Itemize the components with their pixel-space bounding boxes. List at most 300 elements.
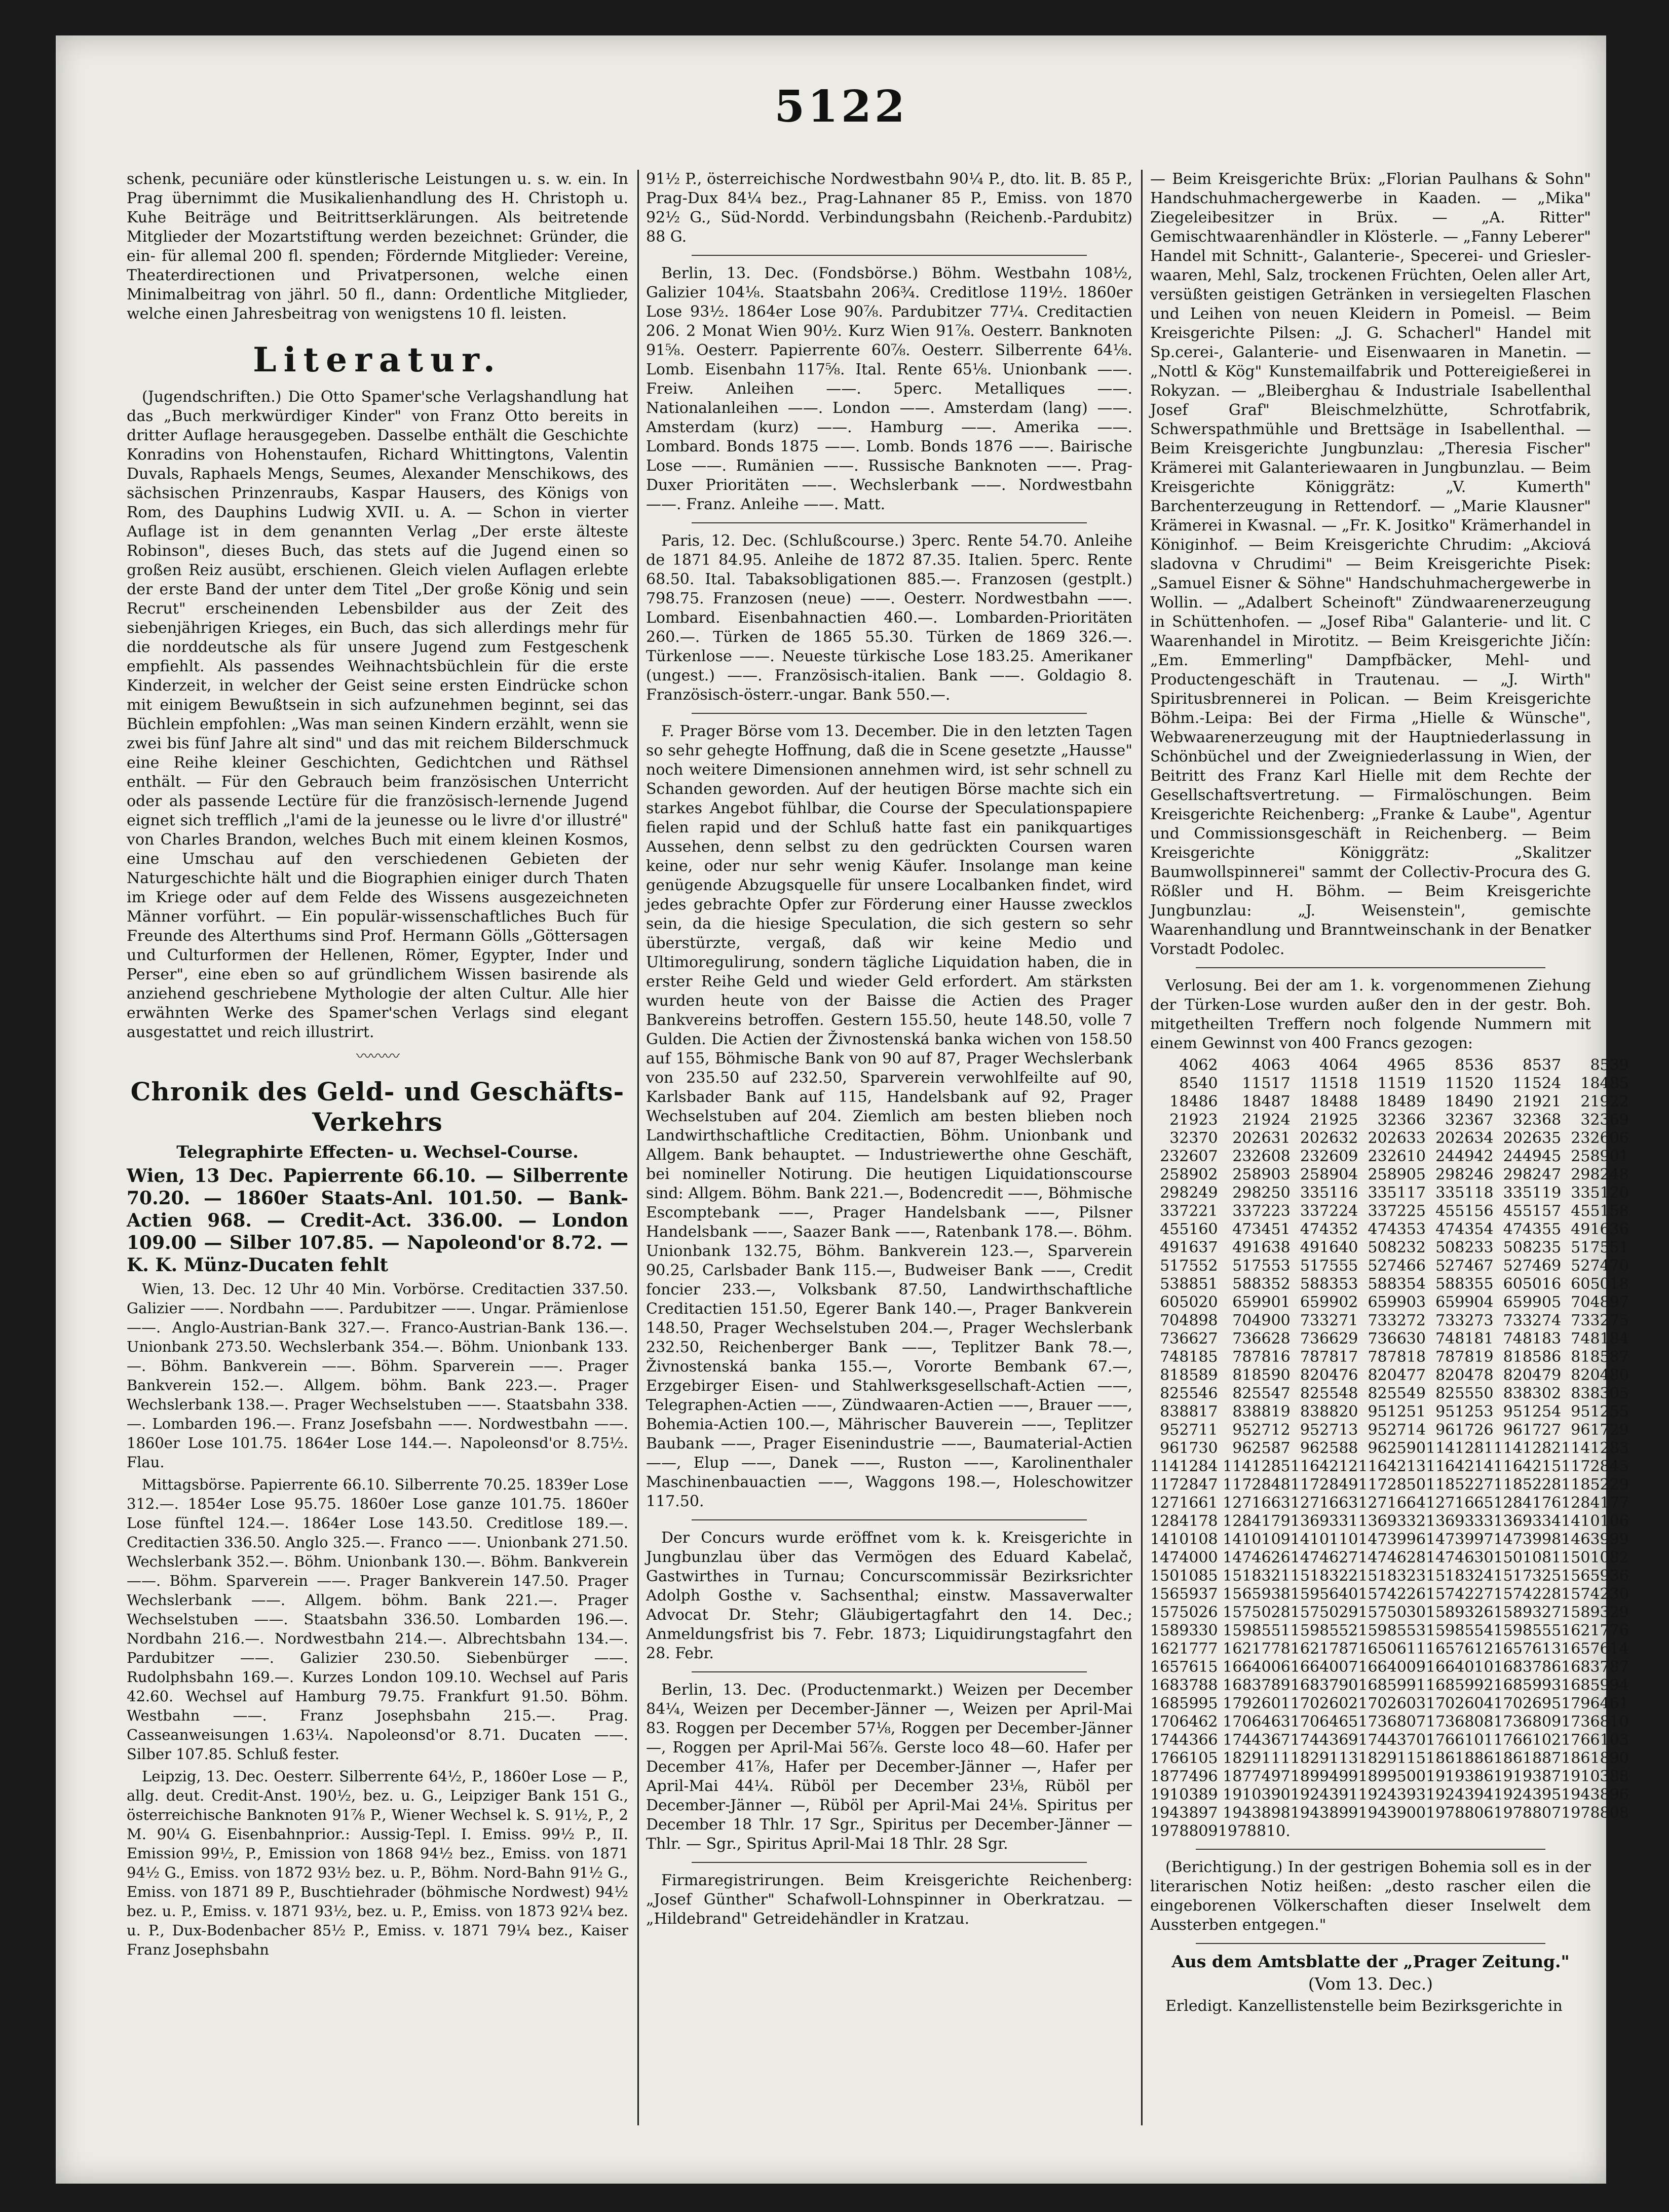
lottery-number: 1744366 xyxy=(1150,1731,1218,1749)
lottery-number: 258902 xyxy=(1160,1166,1218,1184)
lottery-number: 605020 xyxy=(1160,1293,1218,1311)
chronik-heading: Chronik des Geld- und Geschäfts-Verkehrs xyxy=(130,1077,625,1137)
leipzig-continued-text: 91½ P., österreichische Nordwestbahn 90¼ P., dto. lit. B. 85 P., Prag-Dux 84¼ bez., Prag-Lahnaner 85 P., Emiss. von 1870 92½ G., Süd-Nordd. Verbindungsbahn (Reichenb.-Pardubitz) 88 G. xyxy=(646,170,1132,246)
lottery-number: 1766105 xyxy=(1150,1749,1218,1767)
lottery-number: 1185229 xyxy=(1561,1476,1629,1494)
lottery-number: 508235 xyxy=(1503,1239,1562,1256)
numbers-row xyxy=(1150,1129,1629,1148)
numbers-row xyxy=(1150,1257,1629,1275)
berlin-fondsboerse-text: Berlin, 13. Dec. (Fondsbörse.) Böhm. Westbahn 108½, Galizier 104⅛. Staatsbahn 206¾. Creditlose 119½. 1860er Lose 93½. 1864er Lose 90⅞. Pardubitzer 77¼. Creditactien 206. 2 Monat Wien 90½. Kurz Wien 91⅞. Oesterr. Banknoten 91⅝. Oesterr. Papierrente 60⅞. Oesterr. Silberrente 64⅛. Lomb. Eisenbahn 117⅝. Ital. Rente 65⅛. Unionbank ——. Freiw. Anleihen ——. 5perc. Metalliques ——. Nationalanleihen ——. London ——. Amsterdam (lang) ——. Amsterdam (kurz) ——. Hamburg ——. Amerika ——. Lombard. Bonds 1875 ——. Lomb. Bonds 1876 ——. Bairische Lose ——. Rumänien ——. Russische Banknoten ——. Prag-Duxer Prioritäten ——. Wechslerbank ——. Nordwestbahn ——. Franz. Anleihe ——. Matt. xyxy=(646,264,1132,513)
lottery-number: 1565937 xyxy=(1150,1585,1218,1603)
numbers-row xyxy=(1150,1439,1629,1458)
lottery-number: 588354 xyxy=(1368,1275,1426,1293)
lottery-number: 1702604 xyxy=(1425,1695,1494,1712)
lottery-number: 1164212 xyxy=(1290,1458,1358,1475)
lottery-number: 244945 xyxy=(1503,1148,1562,1165)
lottery-number: 1473997 xyxy=(1425,1531,1494,1548)
lottery-number: 1910389 xyxy=(1150,1786,1218,1804)
numbers-row xyxy=(1150,1494,1629,1512)
wien-vorboerse-text: Wien, 13. Dec. 12 Uhr 40 Min. Vorbörse. Creditactien 337.50. Galizier ——. Nordbahn ——. Pardubitzer ——. Ungar. Prämienlose ——. Anglo-Austrian-Bank 327.—. Franco-Austrian-Bank 136.—. Unionbank 273.50. Wechslerbank 354.—. Böhm. Unionbank 133.—. Böhm. Bankverein ——. Böhm. Sparverein ——. Prager Bankverein 152.—. Allgem. böhm. Bank 223.—. Prager Wechslerbank 138.—. Prager Wechselstuben ——. Staatsbahn 338.—. Lombarden 196.—. Franz Josefsbahn ——. Nordwestbahn ——. 1860er Lose 101.75. 1864er Lose 144.—. Napoleonsd'or 8.75½. Flau. xyxy=(127,1280,628,1471)
lottery-number: 298247 xyxy=(1503,1166,1562,1184)
numbers-row xyxy=(1150,1056,1629,1075)
separator xyxy=(692,522,1087,523)
wien-telegraph-text: Wien, 13 Dec. Papierrente 66.10. — Silberrente 70.20. — 1860er Staats-Anl. 101.50. — Bank-Actien 968. — Credit-Act. 336.00. — London 109.00 — Silber 107.85. — Napoleond'or 8.72. — K. K. Münz-Ducaten fehlt xyxy=(127,1165,628,1276)
lottery-number: 838817 xyxy=(1160,1403,1218,1421)
lottery-number: 473451 xyxy=(1232,1221,1291,1238)
lottery-number: 1829113 xyxy=(1290,1749,1358,1767)
lottery-number: 258903 xyxy=(1232,1166,1291,1184)
column-rule xyxy=(1141,170,1143,2125)
lottery-number: 337223 xyxy=(1232,1202,1291,1220)
lottery-number: 605016 xyxy=(1503,1275,1562,1293)
lottery-number: 1685991 xyxy=(1358,1676,1426,1694)
lottery-number: 4062 xyxy=(1179,1056,1218,1074)
numbers-row xyxy=(1150,1293,1629,1312)
lottery-number: 11520 xyxy=(1445,1075,1494,1092)
lottery-number: 335120 xyxy=(1571,1184,1629,1202)
lottery-number: 337224 xyxy=(1300,1202,1358,1220)
lottery-number: 961726 xyxy=(1435,1421,1494,1439)
lottery-number: 1369332 xyxy=(1358,1512,1426,1530)
berichtigung-text: (Berichtigung.) In der gestrigen Bohemia soll es in der literarischen Notiz heißen: „desto rascher eilen die eingeborenen Völkerschaften dieser Inselwelt dem Aussterben entgegen." xyxy=(1150,1858,1591,1934)
numbers-row xyxy=(1150,1512,1629,1531)
lottery-number: 952714 xyxy=(1368,1421,1426,1439)
lottery-number: 748181 xyxy=(1435,1330,1494,1348)
lottery-number: 951251 xyxy=(1368,1403,1426,1421)
lottery-number: 298249 xyxy=(1160,1184,1218,1202)
lottery-number: 1598551 xyxy=(1223,1622,1291,1639)
lottery-number: 1172845 xyxy=(1561,1458,1629,1475)
lottery-number: 838819 xyxy=(1232,1403,1291,1421)
lottery-number: 202635 xyxy=(1503,1129,1562,1147)
lottery-number: 820477 xyxy=(1368,1366,1426,1384)
lottery-number: 18485 xyxy=(1580,1075,1629,1092)
lottery-number: 202631 xyxy=(1232,1129,1291,1147)
lottery-number: 298250 xyxy=(1232,1184,1291,1202)
lottery-number: 951253 xyxy=(1435,1403,1494,1421)
lottery-number: 1650611 xyxy=(1358,1640,1426,1658)
lottery-number: 748185 xyxy=(1160,1348,1218,1366)
lottery-number: 1924395 xyxy=(1493,1786,1562,1804)
lottery-number: 1598553 xyxy=(1358,1622,1426,1639)
lottery-number: 1141283 xyxy=(1561,1439,1629,1457)
lottery-number: 1683789 xyxy=(1223,1676,1291,1694)
lottery-number: 4063 xyxy=(1251,1056,1291,1074)
lottery-number: 1271664 xyxy=(1358,1494,1426,1512)
lottery-number: 1924391 xyxy=(1290,1786,1358,1804)
separator: 〰〰〰 xyxy=(356,1048,399,1065)
lottery-number: 1575026 xyxy=(1150,1604,1218,1621)
lottery-number: 818590 xyxy=(1232,1366,1291,1384)
lottery-number: 1683787 xyxy=(1561,1658,1629,1676)
lottery-number: 298246 xyxy=(1435,1166,1494,1184)
lottery-number: 232606 xyxy=(1571,1129,1629,1147)
firmaregistrirungen-continued-text: — Beim Kreisgerichte Brüx: „Florian Paulhans & Sohn" Handschuhmachergewerbe in Kaaden. — „Mika" Ziegeleibesitzer in Brüx. — „A. Ritter" Gemischtwaarenhändler in Klösterle. — „Fanny Leberer" Handel mit Schnitt-, Galanterie-, Specerei- und Griesler-waaren, Mehl, Salz, trockenen Früchten, Oelen aller Art, versüßten geistigen Getränken in versiegelten Flaschen und Leihen von neuen Kleidern in Pomeisl. — Beim Kreisgerichte Pilsen: „J. G. Schacherl" Handel mit Sp.cerei-, Galanterie- und Eisenwaaren in Manetin. — „Nottl & Kög" Kunstemailfabrik und Pottereigießerei in Rokyzan. — „Bleiberghau & Industriale Isabellenthal Josef Graf" Bleischmelzhütte, Schrotfabrik, Schwerspathmühle und Brettsäge in Isabellenthal. — Beim Kreisgerichte Jungbunzlau: „Theresia Fischer" Krämerei mit Galanteriewaaren in Jungbunzlau. — Beim Kreisgerichte Königgrätz: „V. Kumerth" Barchenterzeugung in Rettendorf. — „Marie Klausner" Krämerei in Kwasnal. — „Fr. K. Jositko" Krämerhandel in Königinhof. — Beim Kreisgerichte Chrudim: „Akciová sladovna v Chrudimi" — Beim Kreisgerichte Pisek: „Samuel Eisner & Söhne" Handschuhmachergewerbe in Wollin. — „Adalbert Scheinoft" Zündwaarenerzeugung in Schüttenhofen. — „Josef Riba" Galanterie- und lit. C Waarenhandel in Mirotitz. — Beim Kreisgerichte Jičín: „Em. Emmerling" Dampfbäcker, Mehl- und Productengeschäft in Trautenau. — „J. Wirth" Spiritusbrennerei in Polican. — Beim Kreisgerichte Böhm.-Leipa: Bei der Firma „Hielle & Wünsche", Webwaarenerzeugung mit der Hauptniederlassung in Schönbüchel und der Zweigniederlassung in Wien, der Beitritt des Franz Karl Hielle mit dem Rechte der Gesellschaftsvertretung. — Firmalöschungen. Beim Kreisgerichte Reichenberg: „Franke & Laube", Agentur und Commissionsgeschäft in Reichenberg. — Beim Kreisgerichte Königgrätz: „Skalitzer Baumwollspinnerei" sammt der Collectiv-Procura des G. Rößler und H. Böhm. — Beim Kreisgerichte Jungbunzlau: „J. Weisenstein", gemischte Waarenhandlung und Branntweinschank in der Benatker Vorstadt Podolec. xyxy=(1150,170,1591,958)
lottery-number: 1474628 xyxy=(1358,1549,1426,1567)
numbers-row xyxy=(1150,1221,1629,1239)
literatur-text: (Jugendschriften.) Die Otto Spamer'sche Verlagshandlung hat das „Buch merkwürdiger Kinder" von Franz Otto bereits in dritter Auflage herausgegeben. Dasselbe enthält die Geschichte Konradins von Hohenstaufen, Richard Whittingtons, Valentin Duvals, Raphaels Mengs, Seumes, Alexander Menschikows, des sächsischen Prinzenraubs, Kaspar Hausers, des Königs von Rom, des Dauphins Ludwig XVII. u. A. — Schon in vierter Auflage ist in dem genannten Verlag „Der erste älteste Robinson", dieses Buch, das stets auf die Jugend einen so großen Reiz ausübt, erschienen. Gleich vielen Auflagen erlebte der erste Band der unter dem Titel „Der große König und sein Recrut" erscheinenden Lebensbilder aus der Zeit des siebenjährigen Krieges, ein Buch, das sich allerdings mehr für die norddeutsche als für unsere Jugend zum Festgeschenk empfiehlt. Als passendes Weihnachtsbüchlein für die erste Kinderzeit, in welcher der Geist seine ersten Eindrücke schon mit einigem Bewußtsein in sich aufzunehmen beginnt, sei das Büchlein empfohlen: „Was man seinen Kindern erzählt, wenn sie zwei bis fünf Jahre alt sind" und das mit reichem Bilderschmuck eine Reihe kleiner Geschichten, Gedichtchen und Räthsel enthält. — Für den Gebrauch beim französischen Unterricht oder als passende Lectüre für die französisch-lernende Jugend eignet sich trefflich „l'ami de la jeunesse ou le livre d'or illustré" von Charles Brandon, welches Buch mit einem kleinen Kosmos, eine Umschau auf den verschiedenen Gebieten der Naturgeschichte hält und die Biographien einiger durch Thaten im Kriege oder auf dem Felde des Wissens ausgezeichneten Männer vorführt. — Ein populär-wissenschaftliches Buch für Freunde des Alterthums sind Prof. Hermann Gölls „Göttersagen und Culturformen der Hellenen, Römer, Egypter, Inder und Perser", eine eben so auf gründlichem Wissen basirende als anziehend geschriebene Mythologie der alten Cultur. Alle hier erwähnten Werke des Spamer'schen Verlags sind elegant ausgestattet und reich illustrirt. xyxy=(127,388,628,1041)
lottery-number: 1766101 xyxy=(1425,1731,1494,1749)
lottery-number: 1978808 xyxy=(1561,1804,1629,1822)
lottery-number: 11517 xyxy=(1242,1075,1291,1092)
lottery-number: 1685994 xyxy=(1561,1676,1629,1694)
lottery-number: 1185227 xyxy=(1425,1476,1494,1494)
lottery-number: 659904 xyxy=(1435,1293,1494,1311)
lottery-number: 820478 xyxy=(1435,1366,1494,1384)
lottery-number: 527469 xyxy=(1503,1257,1562,1275)
lottery-number: 1574227 xyxy=(1425,1585,1494,1603)
lottery-number: 1829115 xyxy=(1358,1749,1426,1767)
lottery-number: 1565936 xyxy=(1561,1567,1629,1585)
lottery-number: 1706462 xyxy=(1150,1713,1218,1731)
lottery-number: 527470 xyxy=(1571,1257,1629,1275)
lottery-number: 1575030 xyxy=(1358,1604,1426,1621)
lottery-number: 1518321 xyxy=(1223,1567,1291,1585)
lottery-number: 1518323 xyxy=(1358,1567,1426,1585)
lottery-number: 825547 xyxy=(1232,1385,1291,1402)
lottery-number: 1164215 xyxy=(1493,1458,1562,1475)
lottery-number: 1664007 xyxy=(1290,1658,1358,1676)
lottery-number: 298248 xyxy=(1571,1166,1629,1184)
numbers-row xyxy=(1150,1640,1629,1658)
concurs-text: Der Concurs wurde eröffnet vom k. k. Kreisgerichte in Jungbunzlau über das Vermögen des Eduard Kabelač, Gastwirthes in Turnau; Concurscommissär Bezirksrichter Adolph Gosthe v. Sachsenthal; einstw. Massaverwalter Advocat Dr. Stehr; Gläubigertagfahrt den 14. Dec.; Anmeldungsfrist bis 7. Febr. 1873; Liquidirungstagfahrt den 28. Febr. xyxy=(646,1529,1132,1662)
lottery-number: 1284177 xyxy=(1561,1494,1629,1512)
lottery-number: 961727 xyxy=(1503,1421,1562,1439)
lottery-number: 258905 xyxy=(1368,1166,1426,1184)
lottery-number: 736627 xyxy=(1160,1330,1218,1348)
lottery-number: 455160 xyxy=(1160,1221,1218,1238)
lottery-number: 1683788 xyxy=(1150,1676,1218,1694)
lottery-number: 818586 xyxy=(1503,1348,1562,1366)
separator xyxy=(692,1671,1087,1672)
lottery-number: 474353 xyxy=(1368,1221,1426,1238)
lottery-number: 748183 xyxy=(1503,1330,1562,1348)
lottery-number: 1501082 xyxy=(1561,1549,1629,1567)
lottery-number: 820479 xyxy=(1503,1366,1562,1384)
lottery-number: 588352 xyxy=(1232,1275,1291,1293)
lottery-number: 1877496 xyxy=(1150,1768,1218,1785)
berlin-productenmarkt-text: Berlin, 13. Dec. (Productenmarkt.) Weizen per December 84¼, Weizen per December-Jänner —, Weizen per April-Mai 83. Roggen per December 57⅛, Roggen per December-Jänner —, Roggen per April-Mai 56⅞. Gerste loco 48—60. Hafer per December 41⅞, Hafer per December-Jänner —, Hafer per April-Mai 44¼. Rüböl per December 23⅛, Rüböl per December-Jänner —, Rüböl per April-Mai 24⅛. Spiritus per December 18 Thlr. 17 Sgr., Spiritus per December-Jänner — Thlr. — Sgr., Spiritus April-Mai 18 Thlr. 28 Sgr. xyxy=(646,1681,1132,1853)
lottery-number: 32367 xyxy=(1445,1111,1494,1129)
literatur-heading: Literatur. xyxy=(253,340,502,379)
newspaper-page xyxy=(56,35,1629,2184)
paris-text: Paris, 12. Dec. (Schlußcourse.) 3perc. Rente 54.70. Anleihe de 1871 84.95. Anleihe de 1872 87.35. Italien. 5perc. Rente 68.50. Ital. Tabaksobligationen 885.—. Franzosen (gestplt.) 798.75. Franzosen (neue) ——. Oesterr. Nordwestbahn ——. Lombard. Eisenbahnactien 460.—. Lombarden-Prioritäten 260.—. Türken de 1865 55.30. Türken de 1869 326.—. Türkenlose ——. Neueste türkische Lose 183.25. Amerikaner (ungest.) ——. Französisch-italien. Bank ——. Goldagio 8. Französisch-österr.-ungar. Bank 550.—. xyxy=(646,532,1132,704)
lottery-number: 736630 xyxy=(1368,1330,1426,1348)
lottery-number: 962590 xyxy=(1368,1439,1426,1457)
lottery-number: 1657615 xyxy=(1150,1658,1218,1676)
numbers-row xyxy=(1150,1111,1629,1129)
numbers-row xyxy=(1150,1549,1629,1567)
lottery-number: 1410108 xyxy=(1150,1531,1218,1548)
lottery-number: 588353 xyxy=(1300,1275,1358,1293)
lottery-number: 1919386 xyxy=(1425,1768,1494,1785)
lottery-number: 704898 xyxy=(1160,1312,1218,1329)
numbers-row xyxy=(1150,1184,1629,1202)
numbers-row xyxy=(1150,1567,1629,1585)
lottery-number: 1518324 xyxy=(1425,1567,1494,1585)
lottery-number: 1706463 xyxy=(1223,1713,1291,1731)
numbers-row xyxy=(1150,1239,1629,1257)
lottery-number: 1829111 xyxy=(1223,1749,1291,1767)
lottery-number: 704900 xyxy=(1232,1312,1291,1329)
lottery-number: 1574230 xyxy=(1561,1585,1629,1603)
lottery-number: 1474000 xyxy=(1150,1549,1218,1567)
lottery-number: 961729 xyxy=(1571,1421,1629,1439)
lottery-number: 491636 xyxy=(1571,1221,1629,1238)
lottery-number: 1910388 xyxy=(1561,1768,1629,1785)
lottery-number: 1474630 xyxy=(1425,1549,1494,1567)
lottery-number: 1598552 xyxy=(1290,1622,1358,1639)
numbers-row xyxy=(1150,1385,1629,1403)
lottery-number: 491637 xyxy=(1160,1239,1218,1256)
lottery-number: 1664009 xyxy=(1358,1658,1426,1676)
lottery-number: 1657612 xyxy=(1425,1640,1494,1658)
lottery-number: 736628 xyxy=(1232,1330,1291,1348)
lottery-number: 962587 xyxy=(1232,1439,1291,1457)
lottery-number: 1683790 xyxy=(1290,1676,1358,1694)
lottery-number: 1172847 xyxy=(1150,1476,1218,1494)
separator xyxy=(692,1519,1087,1520)
lottery-number: 232610 xyxy=(1368,1148,1426,1165)
lottery-number: 232608 xyxy=(1232,1148,1291,1165)
lottery-number: 1575028 xyxy=(1223,1604,1291,1621)
lottery-number: 335117 xyxy=(1368,1184,1426,1202)
lottery-number: 1410110 xyxy=(1290,1531,1358,1548)
lottery-number: 1141285 xyxy=(1223,1458,1291,1475)
lottery-number: 1919387 xyxy=(1493,1768,1562,1785)
lottery-number: 961730 xyxy=(1160,1439,1218,1457)
numbers-row xyxy=(1150,1275,1629,1293)
lottery-number: 1978807 xyxy=(1493,1804,1562,1822)
numbers-row xyxy=(1150,1804,1629,1822)
lottery-number: 455157 xyxy=(1503,1202,1562,1220)
lottery-number: 18490 xyxy=(1445,1093,1494,1111)
lottery-number: 1621787 xyxy=(1290,1640,1358,1658)
lottery-number: 659903 xyxy=(1368,1293,1426,1311)
lottery-number: 1685992 xyxy=(1425,1676,1494,1694)
lottery-number: 1595640 xyxy=(1290,1585,1358,1603)
lottery-number: 1899500 xyxy=(1358,1768,1426,1785)
numbers-row xyxy=(1150,1695,1629,1713)
lottery-number: 1598554 xyxy=(1425,1622,1494,1639)
lottery-number: 1621777 xyxy=(1150,1640,1218,1658)
lottery-number: 1517325 xyxy=(1493,1567,1562,1585)
lottery-number: 1744370 xyxy=(1358,1731,1426,1749)
separator xyxy=(692,713,1087,714)
column-middle xyxy=(646,170,1132,2135)
lottery-number: 258904 xyxy=(1300,1166,1358,1184)
lottery-number: 32368 xyxy=(1512,1111,1562,1129)
numbers-row xyxy=(1150,1786,1629,1804)
lottery-number: 733273 xyxy=(1435,1312,1494,1329)
lottery-number: 1792601 xyxy=(1223,1695,1291,1712)
leipzig-text: Leipzig, 13. Dec. Oesterr. Silberrente 64½, P., 1860er Lose — P., allg. deut. Credit-Anst. 190½, bez. u. G., Leipziger Bank 151 G., österreichische Banknoten 91⅞ P., Wiener Wechsel k. S. 91½, P., 2 M. 90¼ G. Eisenbahnprior.: Aussig-Tepl. I. Emiss. 99½ P., II. Emission 99½, P., Emission von 1868 94½ bez., Emiss. von 1871 94½ G., Emiss. von 1872 93½ bez. u. P., Böhm. Nord-Bahn 91½ G., Emiss. von 1871 89 P., Buschtiehrader (böhmische Nordwest) 94½ bez. u. P., Emiss. v. 1871 93½, bez. u. P., Emiss. von 1873 92¼ bez. u. P., Dux-Bodenbacher 85½ P., Emiss. v. 1871 79¼ bez., Kaiser Franz Josephsbahn xyxy=(127,1768,628,1958)
numbers-row xyxy=(1150,1768,1629,1786)
lottery-number: 1284176 xyxy=(1493,1494,1562,1512)
numbers-row xyxy=(1150,1330,1629,1348)
lottery-number: 335118 xyxy=(1435,1184,1494,1202)
lottery-number: 1943897 xyxy=(1150,1804,1218,1822)
lottery-number: 605018 xyxy=(1571,1275,1629,1293)
lottery-number: 8536 xyxy=(1455,1056,1494,1074)
lottery-number: 1518322 xyxy=(1290,1567,1358,1585)
lottery-number: 787819 xyxy=(1435,1348,1494,1366)
lottery-number: 1978810. xyxy=(1218,1822,1291,1840)
numbers-row xyxy=(1150,1458,1629,1476)
numbers-row xyxy=(1150,1348,1629,1366)
lottery-number: 527467 xyxy=(1435,1257,1494,1275)
lottery-number: 733271 xyxy=(1300,1312,1358,1329)
lottery-number: 455158 xyxy=(1571,1202,1629,1220)
lottery-number: 820480 xyxy=(1571,1366,1629,1384)
mozart-foundation-text: schenk, pecuniäre oder künstlerische Leistungen u. s. w. ein. In Prag übernimmt die Musikalienhandlung des H. Christoph u. Kuhe Beiträge und Beitrittserklärungen. Als beitretende Mitglieder der Mozartstiftung werden bezeichnet: Gründer, die ein- für allemal 200 fl. spenden; Fördernde Mitglieder: Vereine, Theaterdirectionen und Privatpersonen, welche einen Minimalbeitrag von jährl. 50 fl., dann: Ordentliche Mitglieder, welche einen Jahresbeitrag von wenigstens 10 fl. leisten. xyxy=(127,170,628,323)
lottery-number: 1943896 xyxy=(1561,1786,1629,1804)
lottery-number: 1271663 xyxy=(1223,1494,1291,1512)
prager-boerse-text: F. Prager Börse vom 13. December. Die in den letzten Tagen so sehr gehegte Hoffnung, daß die in Scene gesetzte „Hausse" noch weitere Dimensionen annehmen wird, ist sehr schnell zu Schanden geworden. Auf der heutigen Börse machte sich ein starkes Angebot fühlbar, die Course der Speculationspapiere fielen rapid und der Schluß hatte fast ein panikquartiges Aussehen, denn selbst zu den gedrückten Coursen waren keine, oder nur sehr wenig Käufer. Insolange man keine genügende Abzugsquelle für unsere Localbanken findet, wird jedes gebrachte Opfer zur Förderung einer Hausse zwecklos sein, da die hiesige Speculation, die sich gestern so sehr überstürzte, vergaß, daß wir keine Medio und Ultimoregulirung, sondern tägliche Liquidation haben, die in erster Reihe Geld und wieder Geld erfordert. Am stärksten wurden heute von der Baisse die Actien des Prager Bankvereins betroffen. Gestern 155.50, heute 148.50, volle 7 Gulden. Die Actien der Živnostenská banka wichen von 158.50 auf 155, Böhmische Bank von 90 auf 87, Prager Wechslerbank von 235.50 auf 232.50, Sparverein verwohlfeilte auf 90, Karlsbader Bank auf 115, Handelsbank auf 92, Prager Wechselstuben auf 204. Ziemlich am besten blieben noch Landwirthschaftliche Creditactien, Böhm. Unionbank und Allgem. Bank behauptet. — Industriewerthe ohne Geschäft, bei nomineller Notirung. Die heutigen Liquidationscourse sind: Allgem. Böhm. Bank 221.—, Bodencredit ——, Böhmische Escomptebank ——, Prager Handelsbank ——, Pilsner Handelsbank ——, Saazer Bank ——, Ratenbank 178.—. Böhm. Unionbank 132.75, Böhm. Bankverein 123.—, Sparverein 90.25, Carlsbader Bank 115.—, Budweiser Bank ——, Credit foncier 233.—, Volksbank 87.50, Landwirthschaftliche Creditactien 151.50, Egerer Bank 140.—, Prager Bankverein 148.50, Prager Wechselstuben 204.—, Prager Wechslerbank 232.50, Reichenberger Bank ——, Teplitzer Bank 78.—, Živnostenská banka 155.—, Vororte Bembank 67.—, Erzgebirger Eisen- und Stahlwerksgesellschaft-Actien ——, Telegraphen-Actien ——, Zündwaaren-Actien ——, Brauer ——, Bohemia-Actien 100.—, Mährischer Bauverein ——, Teplitzer Baubank ——, Prager Eisenindustrie ——, Baumaterial-Actien ——, Elup ——, Danek ——, Ruston ——, Karolinenthaler Maschinenbauactien ——, Waggons 198.—, Holeschowitzer 117.50. xyxy=(646,722,1132,1510)
column-left xyxy=(127,170,628,2135)
lottery-number: 733272 xyxy=(1368,1312,1426,1329)
lottery-number: 32366 xyxy=(1377,1111,1426,1129)
lottery-number: 517553 xyxy=(1232,1257,1291,1275)
lottery-number: 11519 xyxy=(1377,1075,1426,1092)
lottery-number: 1164214 xyxy=(1425,1458,1494,1475)
lottery-number: 508233 xyxy=(1435,1239,1494,1256)
lottery-number: 18489 xyxy=(1377,1093,1426,1111)
lottery-number: 1473998 xyxy=(1493,1531,1562,1548)
lottery-number: 1141284 xyxy=(1150,1458,1218,1475)
separator xyxy=(692,1862,1087,1863)
lottery-number: 787817 xyxy=(1300,1348,1358,1366)
lottery-number: 951254 xyxy=(1503,1403,1562,1421)
lottery-number: 1943900 xyxy=(1358,1804,1426,1822)
lottery-number: 1598555 xyxy=(1493,1622,1562,1639)
lottery-number: 474354 xyxy=(1435,1221,1494,1238)
lottery-number: 258901 xyxy=(1571,1148,1629,1165)
lottery-number: 1589330 xyxy=(1150,1622,1218,1639)
lottery-number: 538851 xyxy=(1160,1275,1218,1293)
verlosung-numbers-table xyxy=(1150,1056,1629,1841)
lottery-number: 659902 xyxy=(1300,1293,1358,1311)
lottery-number: 838305 xyxy=(1571,1385,1629,1402)
lottery-number: 733274 xyxy=(1503,1312,1562,1329)
lottery-number: 1574226 xyxy=(1358,1585,1426,1603)
lottery-number: 1474626 xyxy=(1223,1549,1291,1567)
numbers-row xyxy=(1150,1585,1629,1604)
lottery-number: 1736809 xyxy=(1493,1713,1562,1731)
lottery-number: 202633 xyxy=(1368,1129,1426,1147)
lottery-number: 1685995 xyxy=(1150,1695,1218,1712)
numbers-row xyxy=(1150,1476,1629,1494)
numbers-row xyxy=(1150,1713,1629,1731)
lottery-number: 508232 xyxy=(1368,1239,1426,1256)
lottery-number: 952711 xyxy=(1160,1421,1218,1439)
lottery-number: 1369331 xyxy=(1290,1512,1358,1530)
amtsblatt-heading: Aus dem Amtsblatte der „Prager Zeitung." xyxy=(1171,1952,1570,1971)
numbers-row xyxy=(1150,1093,1629,1111)
lottery-number: 1172849 xyxy=(1290,1476,1358,1494)
lottery-number: 1924393 xyxy=(1358,1786,1426,1804)
lottery-number: 1575029 xyxy=(1290,1604,1358,1621)
lottery-number: 232607 xyxy=(1160,1148,1218,1165)
lottery-number: 1589329 xyxy=(1561,1604,1629,1621)
lottery-number: 32370 xyxy=(1169,1129,1218,1147)
lottery-number: 1664006 xyxy=(1223,1658,1291,1676)
lottery-number: 1861887 xyxy=(1493,1749,1562,1767)
lottery-number: 1706465 xyxy=(1290,1713,1358,1731)
numbers-row xyxy=(1150,1202,1629,1221)
lottery-number: 21921 xyxy=(1512,1093,1562,1111)
lottery-number: 962588 xyxy=(1300,1439,1358,1457)
lottery-number: 1943899 xyxy=(1290,1804,1358,1822)
lottery-number: 818589 xyxy=(1160,1366,1218,1384)
lottery-number: 232609 xyxy=(1300,1148,1358,1165)
lottery-number: 1369333 xyxy=(1425,1512,1494,1530)
lottery-number: 1501085 xyxy=(1150,1567,1218,1585)
lottery-number: 1410106 xyxy=(1561,1512,1629,1530)
page-number: 5122 xyxy=(774,81,908,132)
lottery-number: 18486 xyxy=(1169,1093,1218,1111)
lottery-number: 1744369 xyxy=(1290,1731,1358,1749)
lottery-number: 1702603 xyxy=(1358,1695,1426,1712)
lottery-number: 202632 xyxy=(1300,1129,1358,1147)
lottery-number: 1164213 xyxy=(1358,1458,1426,1475)
erledigt-text: Erledigt. Kanzellistenstelle beim Bezirksgerichte in xyxy=(1165,1997,1563,2015)
lottery-number: 1978806 xyxy=(1425,1804,1494,1822)
lottery-number: 736629 xyxy=(1300,1330,1358,1348)
lottery-number: 838820 xyxy=(1300,1403,1358,1421)
numbers-row xyxy=(1150,1366,1629,1385)
lottery-number: 18488 xyxy=(1309,1093,1358,1111)
numbers-row xyxy=(1150,1676,1629,1695)
separator xyxy=(692,255,1087,256)
lottery-number: 1621778 xyxy=(1223,1640,1291,1658)
numbers-row xyxy=(1150,1075,1629,1093)
verlosung-text: Verlosung. Bei der am 1. k. vorgenommenen Ziehung der Türken-Lose wurden außer den in der gestr. Boh. mitgetheilten Treffern noch folgende Nummern mit einem Gewinnst von 400 Francs gezogen: xyxy=(1150,977,1591,1052)
lottery-number: 1744367 xyxy=(1223,1731,1291,1749)
column-right xyxy=(1150,170,1629,2135)
lottery-number: 1943898 xyxy=(1223,1804,1291,1822)
numbers-row xyxy=(1150,1604,1629,1622)
lottery-number: 825549 xyxy=(1368,1385,1426,1402)
lottery-number: 335119 xyxy=(1503,1184,1562,1202)
lottery-number: 11518 xyxy=(1309,1075,1358,1092)
lottery-number: 1910390 xyxy=(1223,1786,1291,1804)
numbers-row xyxy=(1150,1822,1629,1841)
lottery-number: 455156 xyxy=(1435,1202,1494,1220)
lottery-number: 818587 xyxy=(1571,1348,1629,1366)
lottery-number: 1369334 xyxy=(1493,1512,1562,1530)
lottery-number: 527466 xyxy=(1368,1257,1426,1275)
lottery-number: 18487 xyxy=(1242,1093,1291,1111)
lottery-number: 8539 xyxy=(1590,1056,1629,1074)
lottery-number: 1702602 xyxy=(1290,1695,1358,1712)
numbers-row xyxy=(1150,1658,1629,1676)
lottery-number: 787816 xyxy=(1232,1348,1291,1366)
lottery-number: 1657613 xyxy=(1493,1640,1562,1658)
lottery-number: 1861886 xyxy=(1425,1749,1494,1767)
lottery-number: 733275 xyxy=(1571,1312,1629,1329)
lottery-number: 1702695 xyxy=(1493,1695,1562,1712)
numbers-row xyxy=(1150,1312,1629,1330)
lottery-number: 1410109 xyxy=(1223,1531,1291,1548)
lottery-number: 825550 xyxy=(1435,1385,1494,1402)
lottery-number: 1284178 xyxy=(1150,1512,1218,1530)
lottery-number: 1172850 xyxy=(1358,1476,1426,1494)
lottery-number: 1899499 xyxy=(1290,1768,1358,1785)
lottery-number: 474352 xyxy=(1300,1221,1358,1238)
lottery-number: 337221 xyxy=(1160,1202,1218,1220)
lottery-number: 1574228 xyxy=(1493,1585,1562,1603)
